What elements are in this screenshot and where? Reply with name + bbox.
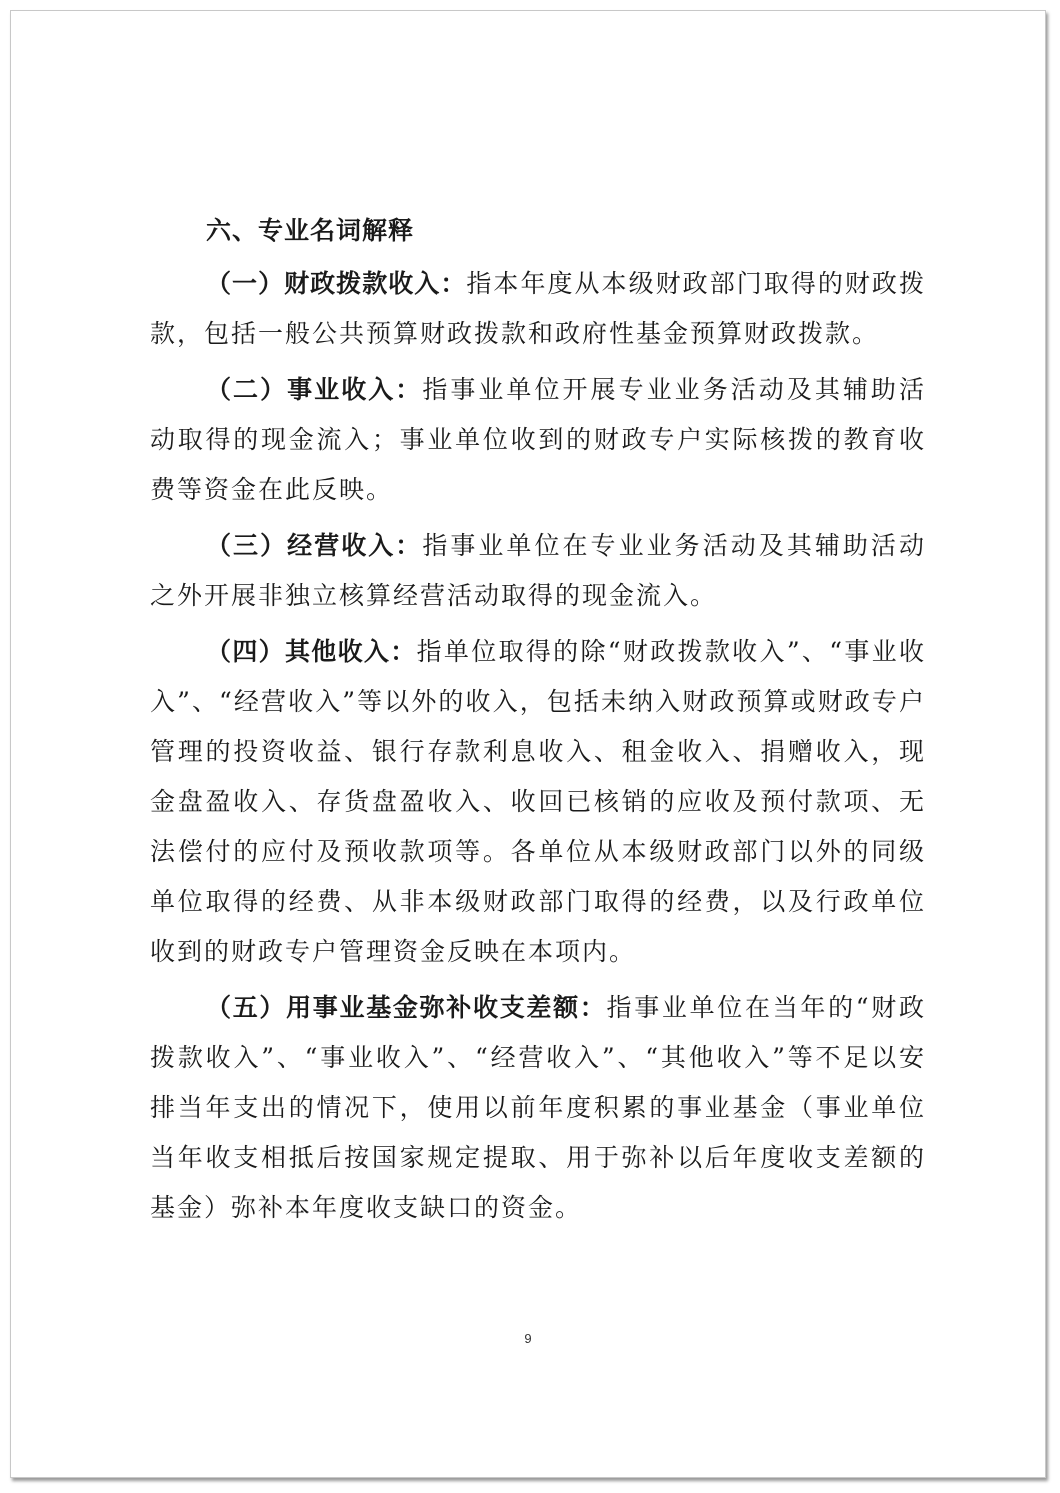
definition-term: （四）其他收入： [206, 637, 417, 666]
definition-paragraph [150, 259, 926, 359]
definition-term: （二）事业收入： [206, 375, 423, 404]
definition-text: 指单位取得的除“财政拨款收入”、“事业收入”、“经营收入”等以外的收入，包括未纳入财政预算或财政专户管理的投资收益、银行存款利息收入、租金收入、捐赠收入，现金盘盈收入、存货盘盈收入、收回已核销的应收及预付款项、无法偿付的应付及预收款项等。各单位从本级财政部门以外的同级单位取得的经费、从非本级财政部门取得的经费，以及行政单位收到的财政专户管理资金反映在本项内。 [150, 637, 926, 966]
definition-paragraph [150, 521, 926, 621]
definition-text: 指事业单位开展专业业务活动及其辅助活动取得的现金流入；事业单位收到的财政专户实际核拨的教育收费等资金在此反映。 [150, 375, 926, 504]
section-heading: 六、专业名词解释 [206, 216, 415, 245]
page-content [150, 203, 926, 1239]
definition-term: （五）用事业基金弥补收支差额： [206, 993, 607, 1022]
definition-term: （一）财政拨款收入： [206, 269, 467, 298]
definition-paragraph [150, 627, 926, 977]
definition-text: 指本年度从本级财政部门取得的财政拨款，包括一般公共预算财政拨款和政府性基金预算财政拨款。 [150, 269, 926, 348]
definition-paragraph [150, 983, 926, 1233]
definition-term: （三）经营收入： [206, 531, 423, 560]
document-page [10, 10, 1046, 1478]
page-number: 9 [524, 1331, 532, 1346]
definition-text: 指事业单位在当年的“财政拨款收入”、“事业收入”、“经营收入”、“其他收入”等不足以安排当年支出的情况下，使用以前年度积累的事业基金（事业单位当年收支相抵后按国家规定提取、用于弥补以后年度收支差额的基金）弥补本年度收支缺口的资金。 [150, 993, 926, 1222]
definition-text: 指事业单位在专业业务活动及其辅助活动之外开展非独立核算经营活动取得的现金流入。 [150, 531, 926, 610]
definition-paragraph [150, 365, 926, 515]
